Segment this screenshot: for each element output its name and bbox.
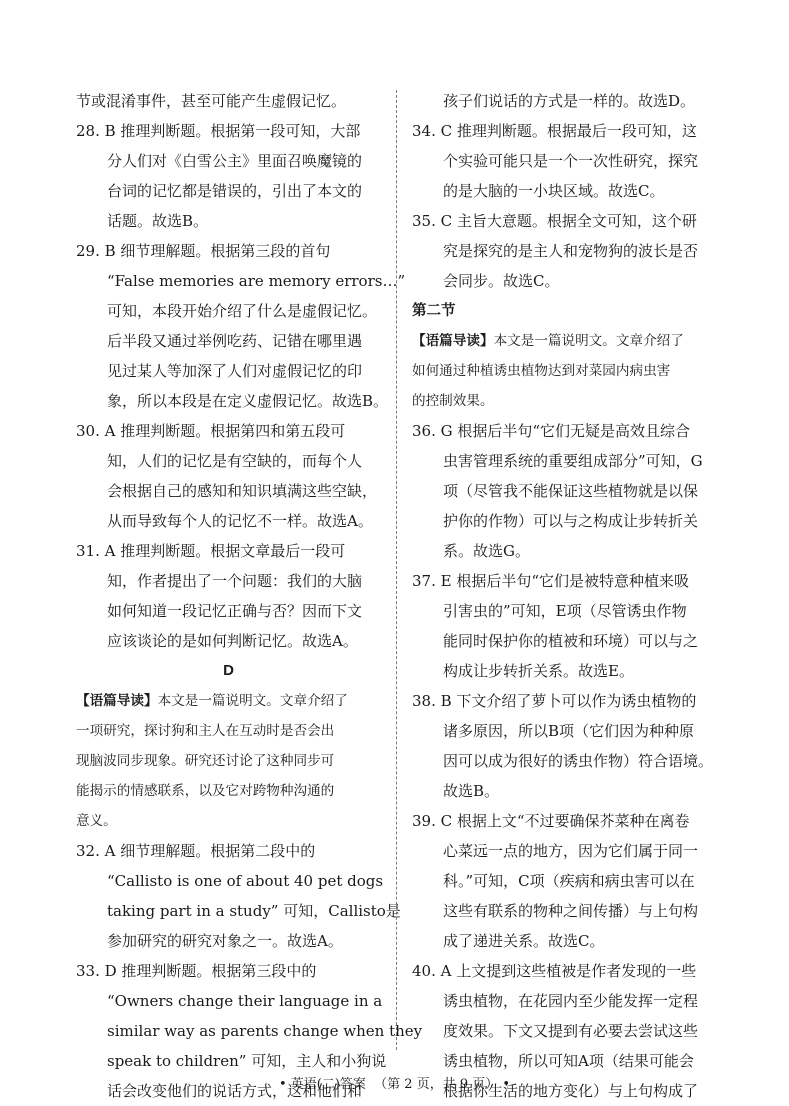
answer-continuation-line: 系。故选G。 — [443, 542, 530, 560]
reading-guide-text: 本文是一篇说明文。文章介绍了 — [157, 693, 348, 709]
answer-continuation-line: 心菜远一点的地方，因为它们属于同一 — [443, 842, 699, 860]
answer-continuation-line: 故选B。 — [443, 782, 500, 800]
answer-continuation-line: 引害虫的”可知，E项（尽管诱虫作物 — [443, 602, 687, 620]
answer-continuation-line: 可知，本段开始介绍了什么是虚假记忆。 — [107, 302, 378, 320]
reading-guide-label: 【语篇导读】 — [412, 333, 494, 349]
answer-continuation-line: 因可以成为很好的诱虫作物）符合语境。 — [443, 752, 714, 770]
answer-continuation-line: 虫害管理系统的重要组成部分”可知，G — [443, 452, 703, 470]
answer-continuation-line: 知，人们的记忆是有空缺的，而每个人 — [107, 452, 363, 470]
answer-continuation-line: 构成让步转折关系。故选E。 — [443, 662, 634, 680]
section-letter: D — [223, 662, 234, 679]
reading-guide-line: 现脑波同步现象。研究还讨论了这种同步可 — [76, 753, 335, 769]
answer-continuation-line: 这些有联系的物种之间传播）与上句构 — [443, 902, 699, 920]
section-heading: 第二节 — [412, 303, 456, 319]
answer-item-line: 40. A 上文提到这些植被是作者发现的一些 — [412, 962, 697, 980]
answer-item-line: 36. G 根据后半句“它们无疑是高效且综合 — [412, 422, 691, 440]
answer-continuation-line: “Owners change their language in a — [107, 992, 383, 1010]
right-column — [412, 86, 717, 1106]
answer-continuation-line: 项（尽管我不能保证这些植物就是以保 — [443, 482, 699, 500]
answer-item-line: 28. B 推理判断题。根据第一段可知，大部 — [76, 122, 361, 140]
answer-continuation-line: 根据你生活的地方变化）与上句构成了 — [443, 1082, 699, 1100]
answer-continuation-line: 如何知道一段记忆正确与否？因而下文 — [107, 602, 363, 620]
answer-continuation-line: speak to children” 可知，主人和小狗说 — [107, 1052, 387, 1070]
answer-continuation-line: “Callisto is one of about 40 pet dogs — [107, 872, 384, 890]
reading-guide-line: 能揭示的情感联系，以及它对跨物种沟通的 — [76, 783, 335, 799]
answer-item-line: 34. C 推理判断题。根据最后一段可知，这 — [412, 122, 697, 140]
answer-item-line: 32. A 细节理解题。根据第二段中的 — [76, 842, 316, 860]
answer-continuation-line: “False memories are memory errors…” — [107, 272, 406, 290]
answer-continuation-line: 从而导致每个人的记忆不一样。故选A。 — [107, 512, 373, 530]
answer-item-line: 30. A 推理判断题。根据第四和第五段可 — [76, 422, 346, 440]
answer-continuation-line: taking part in a study” 可知，Callisto是 — [107, 902, 401, 920]
answer-item-line: 33. D 推理判断题。根据第三段中的 — [76, 962, 317, 980]
reading-guide-line: 意义。 — [76, 813, 117, 829]
answer-continuation-line: 知，作者提出了一个问题：我们的大脑 — [107, 572, 363, 590]
answer-item-line: 29. B 细节理解题。根据第三段的首句 — [76, 242, 331, 260]
answer-continuation-line: 象，所以本段是在定义虚假记忆。故选B。 — [107, 392, 389, 410]
answer-item-line: 35. C 主旨大意题。根据全文可知，这个研 — [412, 212, 697, 230]
reading-guide-text: 本文是一篇说明文。文章介绍了 — [493, 333, 684, 349]
column-divider — [396, 90, 397, 1050]
answer-continuation-line: 会根据自己的感知和知识填满这些空缺， — [107, 482, 378, 500]
answer-continuation-line: 会同步。故选C。 — [443, 272, 560, 290]
answer-item-line: 39. C 根据上文“不过要确保芥菜种在离卷 — [412, 812, 690, 830]
answer-item-line: 37. E 根据后半句“它们是被特意种植来吸 — [412, 572, 690, 590]
page-footer: • 英语(二)答案 （第 2 页，共 9 页） • — [278, 1077, 511, 1092]
answer-continuation-line: 究是探究的是主人和宠物狗的波长是否 — [443, 242, 699, 260]
reading-guide-line — [412, 326, 717, 356]
answer-continuation-line: 科。”可知，C项（疾病和病虫害可以在 — [443, 872, 695, 890]
answer-continuation-line: 个实验可能只是一个一次性研究，探究 — [443, 152, 699, 170]
reading-guide-line — [76, 686, 381, 716]
answer-continuation-line: 能同时保护你的植被和环境）可以与之 — [443, 632, 699, 650]
answer-continuation-line: 孩子们说话的方式是一样的。故选D。 — [443, 92, 696, 110]
reading-guide-line: 一项研究，探讨狗和主人在互动时是否会出 — [76, 723, 335, 739]
answer-continuation-line: 后半段又通过举例吃药、记错在哪里遇 — [107, 332, 363, 350]
answer-continuation-line: 成了递进关系。故选C。 — [443, 932, 605, 950]
answer-continuation-line: 见过某人等加深了人们对虚假记忆的印 — [107, 362, 363, 380]
answer-continuation-line: 应该谈论的是如何判断记忆。故选A。 — [107, 632, 358, 650]
answer-continuation-line: 参加研究的研究对象之一。故选A。 — [107, 932, 343, 950]
answer-item-line: 31. A 推理判断题。根据文章最后一段可 — [76, 542, 346, 560]
answer-continuation-line: 诱虫植物，所以可知A项（结果可能会 — [443, 1052, 694, 1070]
answer-continuation-line: 的是大脑的一小块区域。故选C。 — [443, 182, 665, 200]
answer-continuation-line: 话会改变他们的说话方式，这和他们和 — [107, 1082, 363, 1100]
answer-continuation-line: 话题。故选B。 — [107, 212, 209, 230]
reading-guide-label: 【语篇导读】 — [76, 693, 158, 709]
answer-continuation-line: 节或混淆事件，甚至可能产生虚假记忆。 — [76, 92, 347, 110]
answer-continuation-line: 分人们对《白雪公主》里面召唤魔镜的 — [107, 152, 363, 170]
answer-continuation-line: similar way as parents change when they — [107, 1022, 423, 1040]
answer-item-line: 38. B 下文介绍了萝卜可以作为诱虫植物的 — [412, 692, 697, 710]
answer-continuation-line: 度效果。下文又提到有必要去尝试这些 — [443, 1022, 699, 1040]
reading-guide-line: 如何通过种植诱虫植物达到对菜园内病虫害 — [412, 363, 671, 379]
answer-continuation-line: 护你的作物）可以与之构成让步转折关 — [443, 512, 699, 530]
reading-guide-line: 的控制效果。 — [412, 393, 494, 409]
answer-continuation-line: 诱虫植物，在花园内至少能发挥一定程 — [443, 992, 699, 1010]
answer-continuation-line: 诸多原因，所以B项（它们因为种种原 — [443, 722, 695, 740]
answer-continuation-line: 台词的记忆都是错误的，引出了本文的 — [107, 182, 363, 200]
